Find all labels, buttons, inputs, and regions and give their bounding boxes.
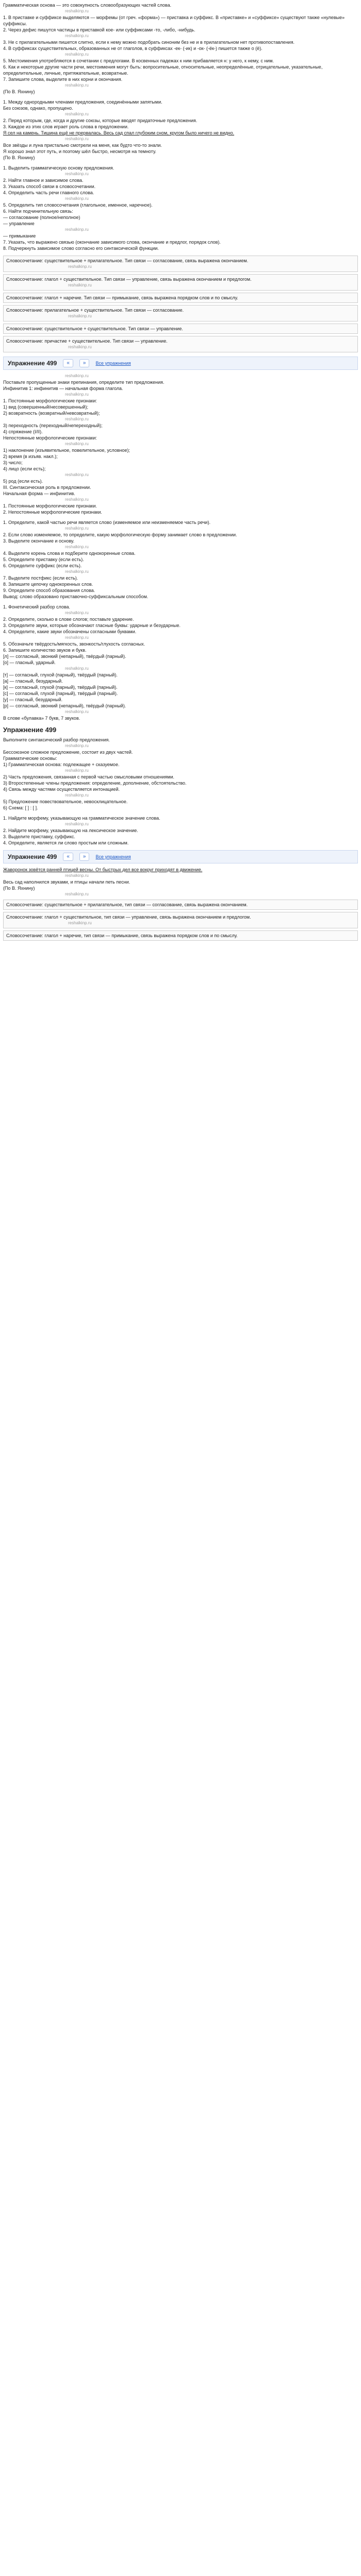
text-line: 5) род (если есть). bbox=[3, 479, 43, 484]
text-line: 3. Выделите приставку, суффикс. bbox=[3, 834, 75, 839]
text-line: 2. Перед которым, где, когда и другие союзы, которые вводят придаточные предложения. bbox=[3, 118, 198, 123]
watermark-text: reshalkinp.ru bbox=[65, 172, 89, 176]
text-line: 9. Определите способ образования слова. bbox=[3, 588, 95, 593]
watermark-text: reshalkinp.ru bbox=[65, 83, 89, 88]
section-7 bbox=[3, 604, 358, 721]
text-line: 4) лицо (если есть); bbox=[3, 466, 46, 471]
text-line: Словосочетание: существительное + существительное. Тип связи — управление. bbox=[6, 326, 183, 331]
text-line: 2. Через дефис пишутся частицы в приставкой кое- или суффиксами -то, -либо, -нибудь. bbox=[3, 27, 195, 32]
watermark-text: reshalkinp.ru bbox=[65, 892, 89, 896]
text-line: [с] — согласный, глухой (парный), твёрдый (парный). bbox=[3, 691, 118, 696]
exercise-title: Упражнение 499 bbox=[8, 853, 57, 860]
text-line: 4) спряжение (I/II). bbox=[3, 429, 43, 434]
text-line: Грамматические основы: bbox=[3, 756, 57, 761]
watermark-text: reshalkinp.ru bbox=[65, 545, 89, 549]
section-2 bbox=[3, 99, 358, 161]
text-line: Бессоюзное сложное предложение, состоит из двух частей. bbox=[3, 750, 133, 755]
text-line: III. Синтаксическая роль в предложении. bbox=[3, 485, 91, 490]
watermark-text: reshalkinp.ru bbox=[68, 921, 92, 925]
watermark-text: reshalkinp.ru bbox=[65, 822, 89, 826]
text-line: 4. Определить часть речи главного слова. bbox=[3, 190, 94, 195]
analysis-box bbox=[3, 900, 358, 910]
text-line: 1. Между однородными членами предложения, соединёнными запятыми. bbox=[3, 99, 162, 105]
text-line: 1) наклонение (изъявительное, повелительное, условное); bbox=[3, 448, 130, 453]
text-line: 1) Грамматическая основа: подлежащее + сказуемое. bbox=[3, 762, 120, 767]
watermark-text: reshalkinp.ru bbox=[65, 709, 89, 714]
text-line: [р] — согласный, звонкий (непарный), твёрдый (парный). bbox=[3, 703, 126, 708]
text-line: 5. Обозначьте твёрдость/мягкость, звонкость/глухость согласных. bbox=[3, 641, 145, 647]
watermark-text: reshalkinp.ru bbox=[65, 9, 89, 13]
watermark-text: reshalkinp.ru bbox=[68, 264, 92, 269]
text-line: — согласование (полное/неполное) bbox=[3, 215, 80, 220]
text-line: 4. Определите, какие звуки обозначены согласными буквами. bbox=[3, 629, 137, 634]
text-line: Словосочетание: глагол + наречие. Тип связи — примыкание, связь выражена порядком слов и по смыслу. bbox=[6, 295, 238, 300]
watermark-text: reshalkinp.ru bbox=[65, 196, 89, 201]
text-line: Весь сад наполнился звуками, и птицы начали петь песни. bbox=[3, 879, 130, 885]
watermark-text: reshalkinp.ru bbox=[65, 743, 89, 748]
text-line: 5. Местоимения употребляются в сочетании с предлогами. В косвенных падежах к ним прибавляется н: у него, к нему, с ним. bbox=[3, 58, 274, 63]
section-10 bbox=[3, 867, 358, 941]
text-line: 2) время (в изъяв. накл.); bbox=[3, 454, 58, 459]
text-line: 6. Как и некоторые другие части речи, местоимения могут быть: вопросительные, относительные, неопределённые, отрицательные, указательные, определительные, личные, притяжательные, возвратные. bbox=[3, 64, 323, 76]
text-line: 3) переходность (переходный/непереходный); bbox=[3, 423, 103, 428]
exercise-nav-bar bbox=[3, 357, 358, 370]
watermark-text: reshalkinp.ru bbox=[65, 227, 89, 232]
watermark-text: reshalkinp.ru bbox=[65, 526, 89, 531]
analysis-box bbox=[3, 256, 358, 272]
text-line: Словосочетание: глагол + существительное. Тип связи — управление, связь выражена окончанием и предлогом. bbox=[6, 277, 252, 282]
text-line: 8. Запишите цепочку однокоренных слов. bbox=[3, 582, 93, 587]
text-line: 3. Каждое из этих слов играет роль слова в предложении. bbox=[3, 124, 129, 129]
analysis-box bbox=[3, 305, 358, 321]
analysis-box bbox=[3, 274, 358, 291]
text-line: (По В. Яхнину) bbox=[3, 886, 35, 891]
text-line: (По В. Яхнину) bbox=[3, 89, 35, 94]
watermark-text: reshalkinp.ru bbox=[65, 33, 89, 38]
watermark-text: reshalkinp.ru bbox=[65, 569, 89, 574]
text-line: 4. Определите, является ли слово простым или сложным. bbox=[3, 840, 129, 845]
text-line: 2. Непостоянные морфологические признаки. bbox=[3, 510, 102, 515]
text-line: — примыкание bbox=[3, 233, 36, 239]
next-exercise-button[interactable]: » bbox=[79, 359, 90, 367]
text-line: 4. В суффиксах существительных, образованных не от глаголов, в суффиксах -ек- (-ик) и -ок- (-ёк-) пишется также о (ё). bbox=[3, 46, 262, 51]
text-line: 3) число; bbox=[3, 460, 23, 465]
section-3 bbox=[3, 165, 358, 251]
text-line: 3) Второстепенные члены предложения: определение, дополнение, обстоятельство. bbox=[3, 781, 187, 786]
watermark-text: reshalkinp.ru bbox=[65, 793, 89, 798]
text-line: [к] — согласный, глухой (парный), твёрдый (парный). bbox=[3, 685, 118, 690]
text-line: 7. Выделите постфикс (если есть). bbox=[3, 575, 78, 581]
text-line: [у] — гласный, безударный. bbox=[3, 697, 63, 702]
prev-exercise-button[interactable]: « bbox=[63, 853, 73, 861]
text-line: 8. Подчеркнуть зависимое слово согласно его синтаксической функции. bbox=[3, 246, 159, 251]
text-line: Выполните синтаксический разбор предложения. bbox=[3, 737, 110, 742]
text-line: [о] — гласный, ударный. bbox=[3, 660, 56, 665]
section-5 bbox=[3, 373, 358, 515]
text-line: Словосочетание: прилагательное + существительное. Тип связи — согласование. bbox=[6, 308, 184, 313]
text-line: 6. Найти подчинительную связь: bbox=[3, 209, 73, 214]
watermark-text: reshalkinp.ru bbox=[65, 374, 89, 378]
watermark-text: reshalkinp.ru bbox=[65, 442, 89, 446]
watermark-text: reshalkinp.ru bbox=[65, 635, 89, 640]
watermark-text: reshalkinp.ru bbox=[68, 314, 92, 318]
text-line: Словосочетание: глагол + существительное, тип связи — управление, связь выражена окончанием и предлогом. bbox=[6, 914, 251, 920]
watermark-text: reshalkinp.ru bbox=[65, 472, 89, 477]
text-line: 7. Запишите слова, выделите в них корни и окончания. bbox=[3, 77, 123, 82]
all-exercises-link[interactable]: Все упражнения bbox=[95, 361, 131, 366]
text-line: Непостоянные морфологические признаки: bbox=[3, 435, 97, 440]
text-line: Все звёзды и луна пристально смотрели на меня, как будто что-то знали. bbox=[3, 143, 162, 148]
text-line: (По В. Яхнину) bbox=[3, 155, 35, 160]
text-line: 2. Если слово изменяемое, то определите, какую морфологическую форму занимает слово в предложении. bbox=[3, 532, 237, 537]
text-line: Жаворонок зовётся ранней птицей весны. От быстрых дел все вокруг приходят в движение. bbox=[3, 867, 203, 872]
text-line: 3. Не с прилагательными пишется слитно, если к нему можно подобрать синоним без не и в прилагательном нет противопоставления. bbox=[3, 40, 295, 45]
exercise-nav-bar bbox=[3, 850, 358, 863]
text-line: Начальная форма — инфинитив. bbox=[3, 491, 75, 496]
text-line: Словосочетание: существительное + прилагательное, тип связи — согласование, связь выражена окончанием. bbox=[6, 902, 248, 907]
text-line: 1) вид (совершенный/несовершенный); bbox=[3, 404, 88, 410]
watermark-text: reshalkinp.ru bbox=[68, 283, 92, 287]
text-line: 2. Определите, сколько в слове слогов; поставьте ударение. bbox=[3, 617, 134, 622]
text-line: Словосочетание: причастие + существительное. Тип связи — управление. bbox=[6, 338, 168, 344]
watermark-text: reshalkinp.ru bbox=[68, 345, 92, 349]
watermark-text: reshalkinp.ru bbox=[65, 666, 89, 671]
text-line: 5) Предложение повествовательное, невосклицательное. bbox=[3, 799, 128, 804]
text-line: 1. Постоянные морфологические признаки: bbox=[3, 398, 97, 403]
text-line: 3. Указать способ связи в словосочетании. bbox=[3, 184, 96, 189]
text-line: 1. Выделить грамматическую основу предложения. bbox=[3, 165, 114, 171]
section-6 bbox=[3, 519, 358, 600]
analysis-box bbox=[3, 293, 358, 303]
text-line: 6) Схема: [ ] : [ ]. bbox=[3, 805, 38, 810]
text-line: Я хорошо знал этот путь, и поэтому шёл быстро, несмотря на темноту. bbox=[3, 149, 157, 154]
watermark-text: reshalkinp.ru bbox=[65, 768, 89, 773]
next-exercise-button[interactable]: » bbox=[79, 853, 90, 861]
analysis-box bbox=[3, 930, 358, 941]
text-line: Инфинитив 1: инфинитив — начальная форма глагола. bbox=[3, 386, 123, 391]
all-exercises-link[interactable]: Все упражнения bbox=[95, 854, 131, 859]
text-line: В слове «булавка» 7 букв, 7 звуков. bbox=[3, 716, 80, 721]
section-1 bbox=[3, 2, 358, 95]
watermark-text: reshalkinp.ru bbox=[65, 112, 89, 116]
exercise-heading: Упражнение 499 bbox=[3, 726, 57, 734]
watermark-text: reshalkinp.ru bbox=[65, 52, 89, 57]
analysis-box bbox=[3, 912, 358, 928]
watermark-text: reshalkinp.ru bbox=[65, 137, 89, 141]
text-line: [л] — согласный, звонкий (непарный), твёрдый (парный). bbox=[3, 654, 126, 659]
text-line: 1. В приставке и суффиксе выделяются — морфемы (от греч. «форма») — приставка и суффикс. В «приставке» и «суффиксе» существуют также «нулевые» суффиксы. bbox=[3, 15, 345, 26]
text-line: 7. Указать, что выражено связью (окончание зависимого слова, окончание и предлог, порядок слов). bbox=[3, 240, 221, 245]
text-line: 2. Найдите морфему, указывающую на лексическое значение. bbox=[3, 828, 138, 833]
text-line: 6. Определите суффикс (если есть). bbox=[3, 563, 82, 568]
text-line: Без союзов, однако, пропущено. bbox=[3, 106, 73, 111]
text-line: [т] — согласный, глухой (парный), твёрдый (парный). bbox=[3, 672, 118, 677]
text-line: 5. Определить тип словосочетания (глагольное, именное, наречное). bbox=[3, 202, 153, 208]
text-line: 1. Определите, какой частью речи является слово (изменяемое или неизменяемое часть речи). bbox=[3, 520, 211, 525]
analysis-box bbox=[3, 336, 358, 352]
text-line: 3. Выделите окончание и основу. bbox=[3, 538, 75, 544]
section-4 bbox=[3, 256, 358, 352]
prev-exercise-button[interactable]: « bbox=[63, 359, 73, 367]
text-line: 1. Фонетический разбор слова. bbox=[3, 604, 71, 609]
text-line: 3. Определите звуки, которые обозначают гласные буквы: ударные и безударные. bbox=[3, 623, 180, 628]
text-line: 6. Запишите количество звуков и букв. bbox=[3, 648, 87, 653]
exercise-title: Упражнение 499 bbox=[8, 360, 57, 367]
text-line: Словосочетание: глагол + наречие, тип связи — примыкание, связь выражена порядком слов и по смыслу. bbox=[6, 933, 238, 938]
text-line: Грамматическая основа — это совокупность словообразующих частей слова. bbox=[3, 3, 172, 8]
text-line: 1. Найдите морфему, указывающую на грамматическое значение слова. bbox=[3, 816, 160, 821]
watermark-text: reshalkinp.ru bbox=[65, 611, 89, 615]
watermark-text: reshalkinp.ru bbox=[65, 417, 89, 421]
section-9 bbox=[3, 815, 358, 846]
text-line: 2. Найти главное и зависимое слова. bbox=[3, 178, 84, 183]
section-8 bbox=[3, 737, 358, 811]
text-line: — управление bbox=[3, 221, 35, 226]
watermark-text: reshalkinp.ru bbox=[65, 497, 89, 502]
text-line: 2) Часть предложения, связанная с первой частью смысловыми отношениями. bbox=[3, 774, 174, 779]
text-line: 4. Выделите корень слова и подберите однокоренные слова. bbox=[3, 551, 136, 556]
text-line: Поставьте пропущенные знаки препинания, определите тип предложения. bbox=[3, 380, 165, 385]
text-line: 5. Определите приставку (если есть). bbox=[3, 557, 84, 562]
text-line: Я сел на камень. Тишина ещё не прервалась. Весь сад спал глубоким сном, кругом было ничего не видно. bbox=[3, 130, 235, 135]
text-line: 4) Связь между частями осуществляется интонацией. bbox=[3, 787, 120, 792]
watermark-text: reshalkinp.ru bbox=[65, 392, 89, 397]
text-line: Словосочетание: существительное + прилагательное. Тип связи — согласование, связь выражена окончанием. bbox=[6, 258, 249, 263]
text-line: 2) возвратность (возвратный/невозвратный); bbox=[3, 411, 100, 416]
analysis-box bbox=[3, 324, 358, 334]
text-line: Вывод: слово образовано приставочно-суффиксальным способом. bbox=[3, 594, 149, 599]
text-line: [а] — гласный, безударный. bbox=[3, 679, 63, 684]
page-content bbox=[0, 0, 361, 947]
text-line: 1. Постоянные морфологические признаки. bbox=[3, 503, 97, 509]
watermark-text: reshalkinp.ru bbox=[65, 873, 89, 878]
